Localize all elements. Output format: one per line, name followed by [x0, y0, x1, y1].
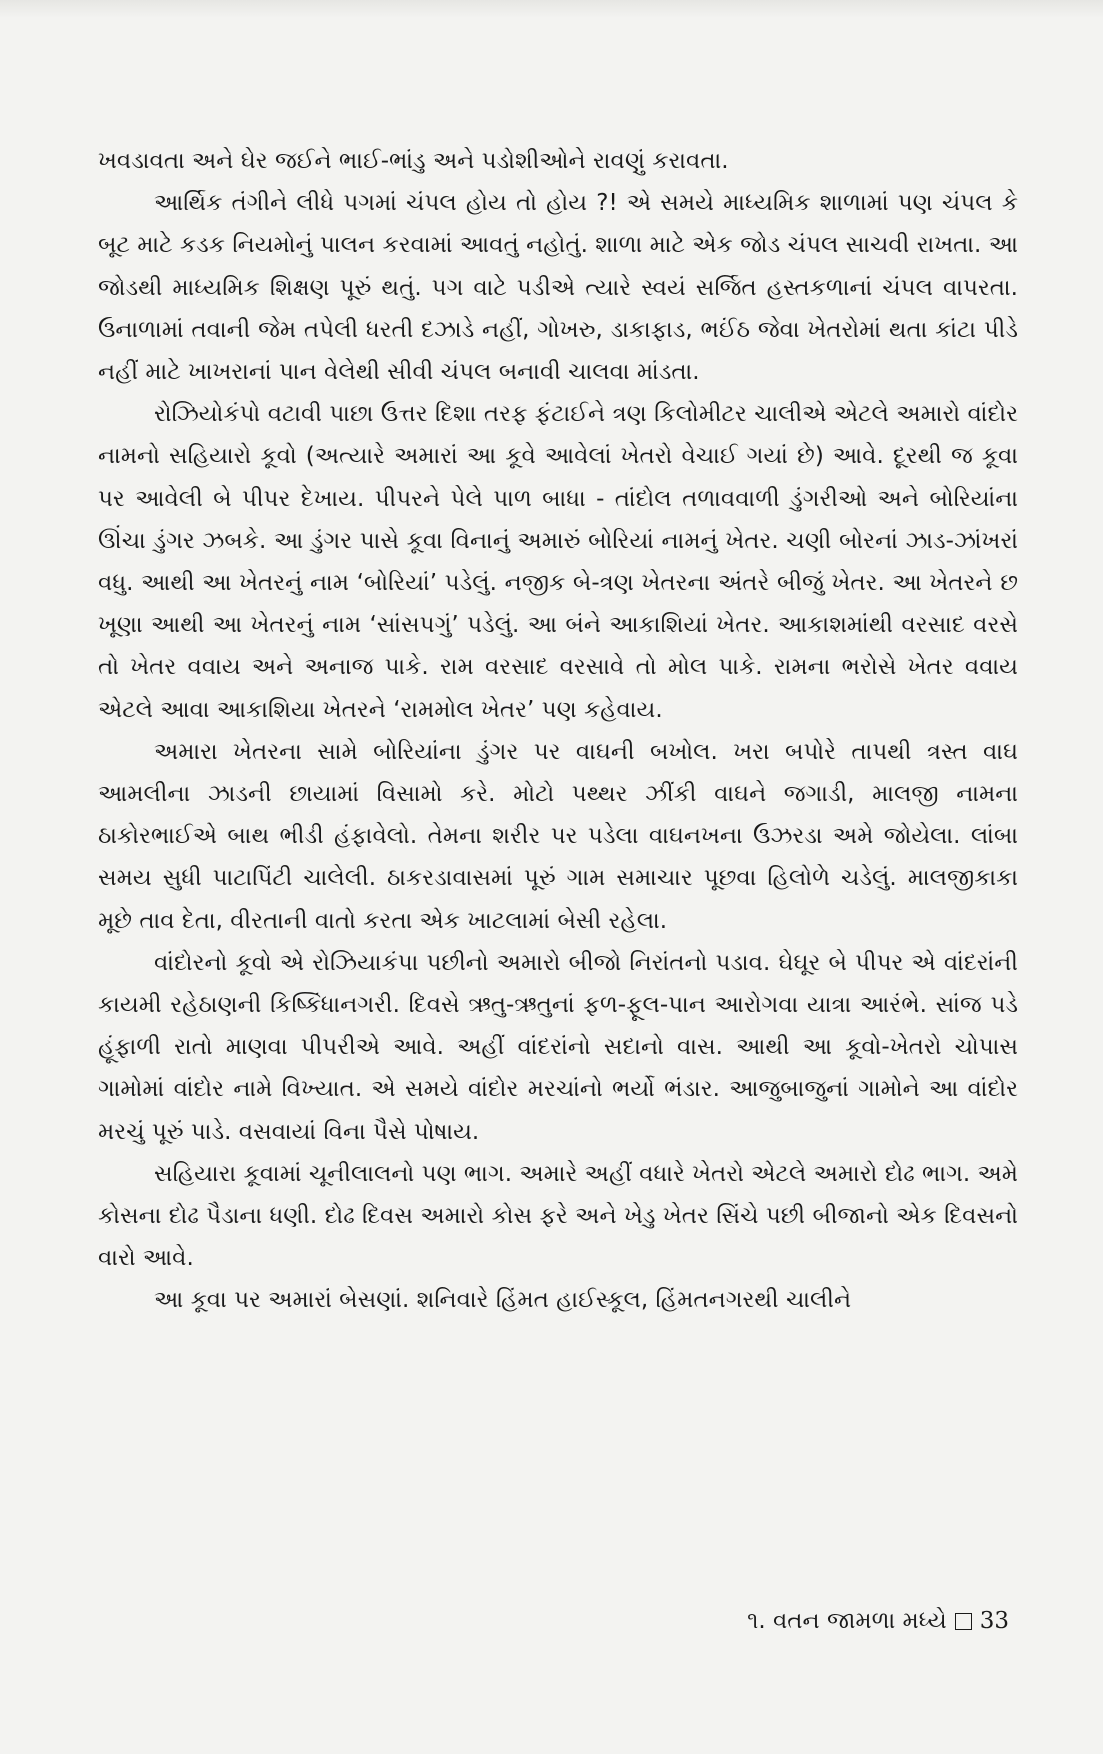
- paragraph-5: વાંદોરનો કૂવો એ રોઝિયાકંપા પછીનો અમારો બીજો નિરાંતનો પડાવ. ઘેઘૂર બે પીપર એ વાંદરાંની કાયમી રહેઠાણની કિષ્કિંધાનગરી. દિવસે ઋતુ-ઋતુનાં ફળ-ફૂલ-પાન આરોગવા યાત્રા આરંભે. સાંજ પડે હૂંફાળી રાતો માણવા પીપરીએ આવે. અહીં વાંદરાંનો સદાનો વાસ. આથી આ કૂવો-ખેતરો ચોપાસ ગામોમાં વાંદોર નામે વિખ્યાત. એ સમયે વાંદોર મરચાંનો ભર્યો ભંડાર. આજુબાજુનાં ગામોને આ વાંદોર મરચું પૂરું પાડે. વસવાયાં વિના પૈસે પોષાય.: [98, 949, 1018, 1145]
- paragraph-2: આર્થિક તંગીને લીધે પગમાં ચંપલ હોય તો હોય ?! એ સમયે માધ્યમિક શાળામાં પણ ચંપલ કે બૂટ માટે કડક નિયમોનું પાલન કરવામાં આવતું નહોતું. શાળા માટે એક જોડ ચંપલ સાચવી રાખતા. આ જોડથી માધ્યમિક શિક્ષણ પૂરું થતું. પગ વાટે પડીએ ત્યારે સ્વયં સર્જિત હસ્તકળાનાં ચંપલ વાપરતા. ઉનાળામાં તવાની જેમ તપેલી ધરતી દઝાડે નહીં, ગોખરુ, ડાકાફાડ, ભઈંઠ જેવા ખેતરોમાં થતા કાંટા પીડે નહીં માટે ખાખરાનાં પાન વેલેથી સીવી ચંપલ બનાવી ચાલવા માંડતા.: [98, 190, 1018, 386]
- body-text: [98, 140, 1018, 1322]
- paragraph-6: સહિયારા કૂવામાં ચૂનીલાલનો પણ ભાગ. અમારે અહીં વધારે ખેતરો એટલે અમારો દોઢ ભાગ. અમે કોસના દોઢ પૈડાના ધણી. દોઢ દિવસ અમારો કોસ ફરે અને ખેડુ ખેતર સિંચે પછી બીજાનો એક દિવસનો વારો આવે.: [98, 1160, 1018, 1272]
- page-number: 33: [979, 1608, 1009, 1634]
- page-footer: [747, 1608, 1009, 1634]
- chapter-title: ૧. વતન જામળા મધ્યે: [747, 1608, 947, 1634]
- square-separator-icon: [955, 1613, 972, 1630]
- paragraph-1: ખવડાવતા અને ઘેર જઈને ભાઈ-ભાંડુ અને પડોશીઓને રાવણું કરાવતા.: [98, 148, 729, 174]
- page-edge-shadow: [0, 0, 1103, 18]
- paragraph-7: આ કૂવા પર અમારાં બેસણાં. શનિવારે હિંમત હાઈસ્કૂલ, હિંમતનગરથી ચાલીને: [154, 1287, 852, 1314]
- paragraph-4: અમારા ખેતરના સામે બોરિયાંના ડુંગર પર વાઘની બખોલ. ખરા બપોરે તાપથી ત્રસ્ત વાઘ આમલીના ઝાડની છાયામાં વિસામો કરે. મોટો પથ્થર ઝીંકી વાઘને જગાડી, માલજી નામના ઠાકોરભાઈએ બાથ ભીડી હંફાવેલો. તેમના શરીર પર પડેલા વાઘનખના ઉઝરડા અમે જોયેલા. લાંબા સમય સુધી પાટાપિંટી ચાલેલી. ઠાકરડાવાસમાં પૂરું ગામ સમાચાર પૂછવા હિલોળે ચડેલું. માલજીકાકા મૂછે તાવ દેતા, વીરતાની વાતો કરતા એક ખાટલામાં બેસી રહેલા.: [98, 738, 1018, 934]
- paragraph-3: રોઝિયોકંપો વટાવી પાછા ઉત્તર દિશા તરફ ફંટાઈને ત્રણ કિલોમીટર ચાલીએ એટલે અમારો વાંદોર નામનો સહિયારો કૂવો (અત્યારે અમારાં આ કૂવે આવેલાં ખેતરો વેચાઈ ગયાં છે) આવે. દૂરથી જ કૂવા પર આવેલી બે પીપર દેખાય. પીપરને પેલે પાળ બાધા - તાંદોલ તળાવવાળી ડુંગરીઓ અને બોરિયાંના ઊંચા ડુંગર ઝબકે. આ ડુંગર પાસે કૂવા વિનાનું અમારું બોરિયાં નામનું ખેતર. ચણી બોરનાં ઝાડ-ઝાંખરાં વધુ. આથી આ ખેતરનું નામ ‘બોરિયાં’ પડેલું. નજીક બે-ત્રણ ખેતરના અંતરે બીજું ખેતર. આ ખેતરને છ ખૂણા આથી આ ખેતરનું નામ ‘સાંસપગું’ પડેલું. આ બંને આકાશિયાં ખેતર. આકાશમાંથી વરસાદ વરસે તો ખેતર વવાય અને અનાજ પાકે. રામ વરસાદ વરસાવે તો મોલ પાકે. રામના ભરોસે ખેતર વવાય એટલે આવા આકાશિયા ખેતરને ‘રામમોલ ખેતર’ પણ કહેવાય.: [98, 401, 1018, 723]
